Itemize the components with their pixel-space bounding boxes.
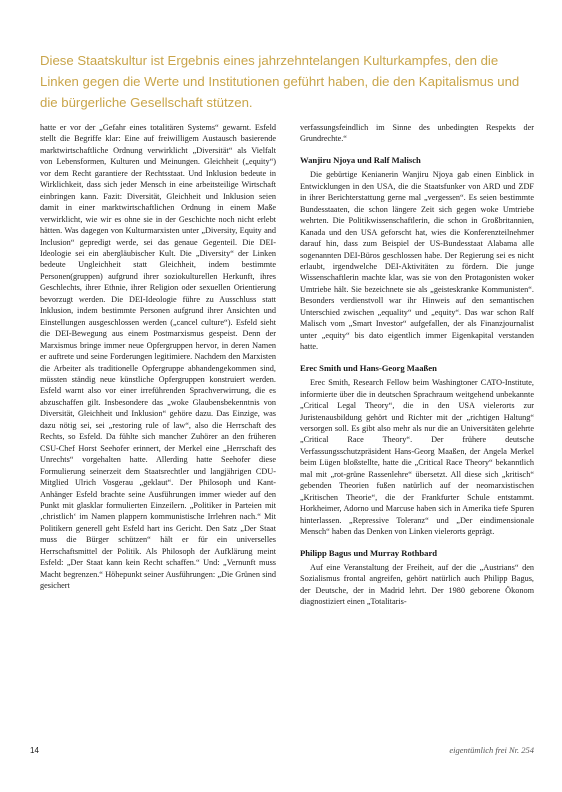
section-heading-smith-maassen: Erec Smith und Hans-Georg Maaßen: [300, 362, 437, 373]
body-paragraph: Auf eine Veranstaltung der Freiheit, auf der die „Austrians“ den Sozialismus frontal angreifen, gehört natürlich auch Philipp Bagus, der Deutsche, der in Madrid lehrt. Der 1980 geborene Ökonom diagnostiziert einen „Totalitaris-: [300, 563, 534, 607]
body-paragraph: hatte er vor der „Gefahr eines totalitären Systems“ gewarnt. Esfeld stellt die Begriffe klar: Eine auf freiwilligem Austausch basierende marktwirtschaftliche Ordnung verwirklicht „Diversität“ als Vielfalt von Lebensformen, Kulturen und Meinungen. Gleichheit („equity“) vor dem Recht garantiere der Rechtsstaat. Und Inklusion bedeute in Wirklichkeit, dass sich jeder Mensch in eine arbeitsteilige Wirtschaft einbringen kann. Fazit: Diversität, Gleichheit und Inklusion seien damit in einer marktwirtschaftlichen Ordnung in einem Maße verwirklicht, wie wir es ohne sie in der Geschichte noch nicht erlebt hätten. Was dagegen von Kulturmarxisten unter „Diversity, Equity and Inclusion“ gepredigt werde, sei das genaue Gegenteil. Die DEI-Ideologie sei ein abergläubischer Kult. Die „Diversity“ der Linken bedeute Ungleichheit statt Gleichheit, indem bestimmte Personen(gruppen) aufgrund ihrer soziokulturellen Herkunft, ihres Geschlechts, ihrer Ethnie, ihrer Religion oder sexuellen Orientierung bevorzugt werden. Die DEI-Ideologie führe zu Ausschluss statt Inklusion, indem bestimmte Personen aufgrund ihrer Ansichten und Einstellungen ausgeschlossen werden („cancel culture“). Esfeld sieht die DEI-Bewegung aus einem Postmarxismus gespeist. Denn der Marxismus bringe immer neue Opfergruppen hervor, in deren Namen er auftrete und seine Forderungen legitimiere. Nachdem den Marxisten die Arbeiter als traditionelle Opfergruppe abhandengekommen sind, müssten ständig neue künstliche Opfergruppen konstruiert werden. Esfeld warnt also vor einer irreführenden Sprachverwirrung, die es abzuschaffen gilt. Insbesondere das „woke Glaubensbekenntnis von Diversität, Gleichheit und Inklusion“ gehöre dazu. Das Einzige, was dazu nötig sei, sei „restoring rule of law“, also die Herrschaft des Rechts, so Esfeld. Da fühlte sich mancher Zuhörer an den früheren CSU-Chef Horst Seehofer erinnert, der Merkel eine „Herrschaft des Unrechts“ vorgehalten hatte. Allerding hatte Seehofer diese Formulierung seinerzeit dem Staatsrechtler und langjährigen CDU-Mitglied Ulrich Vosgerau „geklaut“. Der Philosoph und Kant-Anhänger Esfeld brachte seine Ausführungen immer wieder auf den Punkt mit glasklar formulierten Einzeilern. „Politiker in Parteien mit ‚christlich‘ im Namen plappern kommunistische Irrlehren nach.“ Mit Politikern generell geht Esfeld hart ins Gericht. Den Satz „Der Staat muss die Bürger schützen“ hält er für ein universelles Herrschaftsmittel der Politik. Als Philosoph der Aufklärung meint Esfeld: „Der Staat kann kein Recht schaffen.“ Und: „Vernunft muss Macht begrenzen.“ Höhepunkt seiner Ausführungen: „Die Grünen sind gesichert: [40, 123, 276, 591]
publication-footer: eigentümlich frei Nr. 254: [449, 745, 534, 755]
section-heading-njoya-malisch: Wanjiru Njoya und Ralf Malisch: [300, 154, 421, 165]
right-column: [300, 122, 534, 742]
section-heading-bagus-rothbard: Philipp Bagus und Murray Rothbard: [300, 547, 438, 558]
body-paragraph: Die gebürtige Kenianerin Wanjiru Njoya gab einen Einblick in Entwicklungen in den USA, die die Staatsfunker von ARD und ZDF in ihrer Berichterstattung gerne mal „vergessen“. Es seien bestimmte Bundesstaaten, die schon längere Zeit sich gegen woke Umtriebe wehrten. Die Politikwissenschaftlerin, die schon in Großbritannien, Kanada und den USA geforscht hat, wies die Konferenzteilnehmer darauf hin, dass zum Beispiel der US-Bundesstaat Alabama alle sogenannten DEI-Büros geschlossen habe. Der Regierung sei es nicht erlaubt, irgendwelche DEI-Aktivitäten zu fördern. Die junge Wissenschaftlerin machte klar, was sie von den Protagonisten woker Umtriebe hält. Sie bezeichnete sie als „geisteskranke Kommunisten“. Besonders verdienstvoll war ihr Hinweis auf den semantischen Unterschied zwischen „equality“ und „equity“. Das war schon Ralf Malisch vom „Smart Investor“ aufgefallen, der als Finanzjournalist unter „equity“ bis dato eigentlich immer Eigenkapital verstanden hatte.: [300, 170, 534, 352]
pull-quote: Diese Staatskultur ist Ergebnis eines jahrzehntelangen Kulturkampfes, den die Linken gegen die Werte und Institutionen geführt haben, die den Kapitalismus und die bürgerliche Gesellschaft stützen.: [40, 53, 520, 110]
body-paragraph: verfassungsfeindlich im Sinne des unbedingten Respekts der Grundrechte.“: [300, 123, 534, 144]
page-number: 14: [30, 746, 39, 755]
left-column: [40, 122, 276, 742]
body-paragraph: Erec Smith, Research Fellow beim Washingtoner CATO-Institute, informierte über die in deutschen Sprachraum weitgehend unbekannte „Critical Legal Theory“, die in den USA vielerorts zur Juristenausbildung gehört und Richter mit der „richtigen Haltung“ versorgen soll. Es gibt also mehr als nur die an Universitäten gelehrte „Critical Race Theory“. Der frühere deutsche Verfassungsschutzpräsident Hans-Georg Maaßen, der Angela Merkel beim Lügen bloßstellte, hatte die „Critical Race Theory“ bekanntlich mal mit „rot-grüne Rassenlehre“ übersetzt. All diese sich „kritisch“ gebenden Theorien fußen natürlich auf der neomarxistischen „Kritischen Theorie“, die der Frankfurter Schule entstammt. Horkheimer, Adorno und Marcuse haben sich in Amerika tiefe Spuren hinterlassen. „Repressive Toleranz“ und „Der eindimensionale Mensch“ haben das Denken von Linken vielerorts geprägt.: [300, 378, 534, 537]
